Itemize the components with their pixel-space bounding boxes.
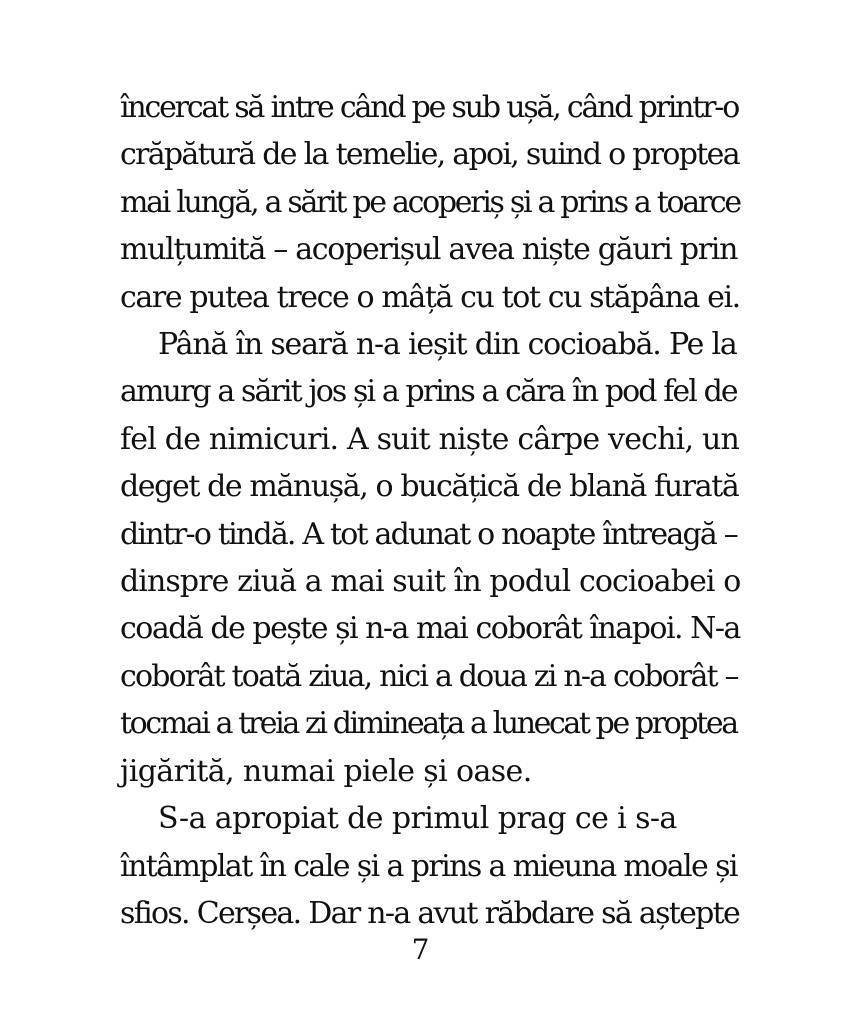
text-line: care putea trece o mâță cu tot cu stăpâna ei. [120, 279, 740, 315]
page-number: 7 [411, 933, 430, 966]
text-line: coborât toată ziua, nici a doua zi n-a coborât – [120, 658, 738, 694]
paragraph-start-line: Până în seară n-a ieșit din cocioabă. Pe la [158, 327, 737, 363]
paragraph-start-line: S-a apropiat de primul prag ce i s-a [158, 801, 677, 837]
text-line: crăpătură de la temelie, apoi, suind o proptea [120, 137, 739, 173]
text-line: mulțumită – acoperișul avea niște găuri prin [120, 232, 738, 268]
text-line: mai lungă, a sărit pe acoperiș și a prins a toarce [120, 184, 740, 220]
text-line: coadă de pește și n-a mai coborât înapoi. N-a [120, 611, 740, 647]
text-line: amurg a sărit jos și a prins a căra în pod fel de [120, 374, 737, 410]
text-line: jigărită, numai piele și oase. [120, 753, 532, 789]
text-line: tocmai a treia zi dimineața a lunecat pe proptea [120, 706, 737, 742]
body-text [120, 84, 740, 937]
text-line: dintr-o tindă. A tot adunat o noapte întreagă – [120, 516, 737, 552]
text-line: încercat să intre când pe sub ușă, când printr-o [120, 90, 739, 125]
text-line: întâmplat în cale și a prins a mieuna moale și [120, 848, 737, 884]
text-line: fel de nimicuri. A suit niște cârpe vechi, un [120, 421, 739, 457]
text-line: dinspre ziuă a mai suit în podul cocioabei o [120, 564, 741, 600]
text-line: deget de mănușă, o bucățică de blană furată [120, 469, 739, 505]
text-line: sfios. Cerșea. Dar n-a avut răbdare să aștepte [120, 895, 740, 931]
